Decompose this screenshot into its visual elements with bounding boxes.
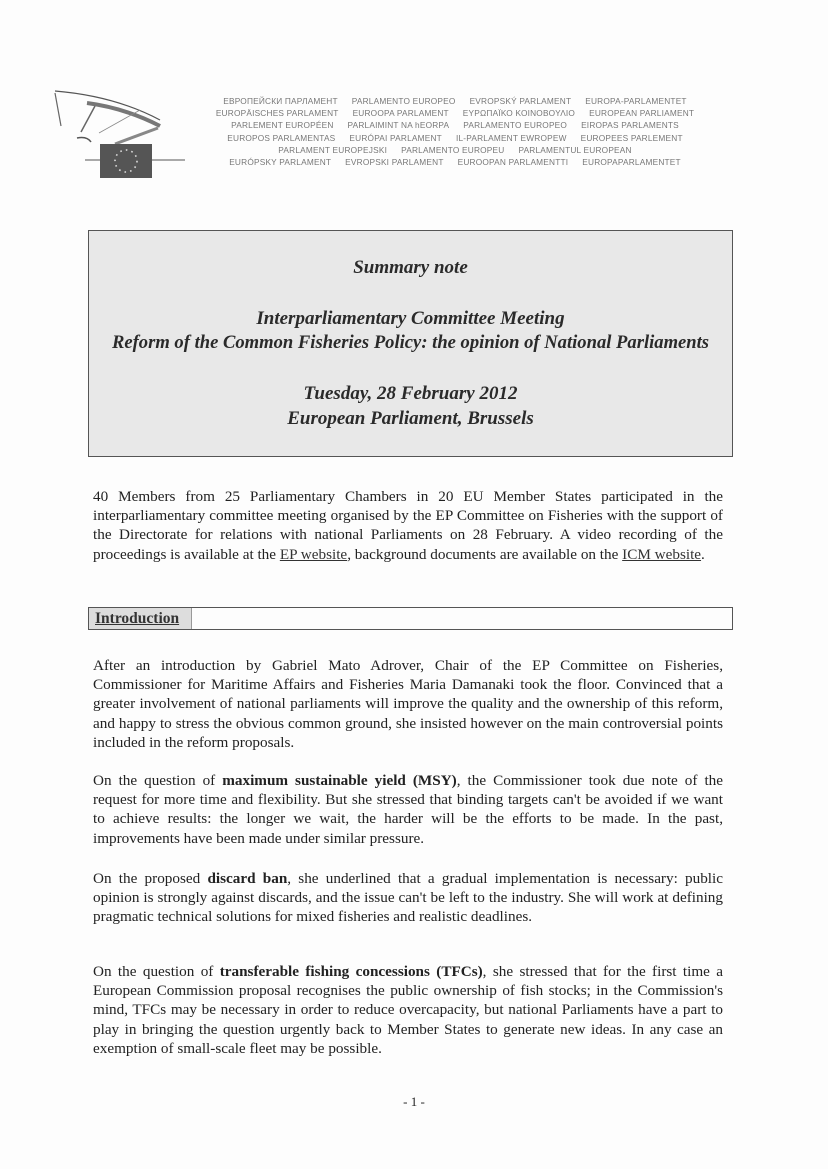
section-header [88, 607, 733, 630]
parliament-name: PARLAMENT EUROPEJSKI [278, 144, 388, 155]
parliament-name: EVROPSKÝ PARLAMENT [469, 96, 572, 106]
meeting-subject: Reform of the Common Fisheries Policy: the opinion of National Parliaments [111, 332, 710, 353]
parliament-name: PARLAMENTO EUROPEO [463, 120, 568, 131]
page-number: - 1 - [403, 1094, 425, 1109]
bold-term: maximum sustainable yield (MSY) [222, 772, 457, 789]
text: On the question of [93, 772, 223, 789]
meeting-title: Interparliamentary Committee Meeting [256, 308, 565, 329]
parliament-name: EUROOPAN PARLAMENTTI [457, 157, 569, 168]
meeting-place: European Parliament, Brussels [287, 408, 534, 429]
parliament-name: EVROPSKI PARLAMENT [345, 157, 444, 168]
parliament-name: ЕВРОПЕЙСКИ ПАРЛАМЕНТ [223, 96, 338, 106]
bold-term: discard ban [207, 870, 288, 887]
parliament-name: EUROPÄISCHES PARLAMENT [215, 108, 339, 119]
participation-paragraph [93, 487, 723, 564]
meeting-date: Tuesday, 28 February 2012 [303, 383, 518, 404]
parliament-name: PARLAMENTO EUROPEU [401, 144, 505, 155]
parliament-name: EUROPAPARLAMENTET [582, 157, 681, 168]
text: , she underlined that a gradual implementation is necessary: public opinion is strongly against discards, and the issue can't be left to the industry. She will work at defining pragmatic technical solutions for mixed fisheries and realistic deadlines. [93, 870, 723, 926]
paragraph [93, 771, 723, 848]
parliament-name: EUROPEAN PARLIAMENT [589, 108, 695, 119]
parliament-name: PARLAMENTUL EUROPEAN [518, 144, 632, 155]
paragraph: After an introduction by Gabriel Mato Adrover, Chair of the EP Committee on Fisheries, Commissioner for Maritime Affairs and Fisheries Maria Damanaki took the floor. Convinced that a greater involvement of national parliaments will improve the quality and the ownership of this reform, and happy to stress the obvious common ground, she insisted however on the main controversial points included in the reform proposals. [93, 657, 723, 751]
parliament-name: EIROPAS PARLAMENTS [581, 120, 679, 131]
parliament-name: ΕΥΡΩΠΑΪΚΟ ΚΟΙΝΟΒΟΥΛΙΟ [462, 108, 576, 119]
parliament-name: EURÓPSKY PARLAMENT [229, 157, 332, 168]
text: , the Commissioner took due note of the request for more time and flexibility. But she stressed that binding targets can't be avoided if we want to achieve results: the longer we wait, the harder will be the efforts to be made. In the past, improvements have been made under similar pressure. [93, 772, 724, 847]
parliament-name: EURÓPAI PARLAMENT [349, 132, 442, 143]
bold-term: transferable fishing concessions (TFCs) [219, 963, 483, 980]
icm-website-link[interactable]: ICM website [622, 545, 702, 563]
parliament-name: IL-PARLAMENT EWROPEW [455, 132, 567, 143]
text: On the proposed [93, 870, 208, 887]
section-title: Introduction [89, 608, 192, 629]
text: , she stressed that for the first time a European Commission proposal recognises the public ownership of fish stocks; in the Commission's mind, TFCs may be necessary in order to reduce overcapacity, but national Parliaments have a part to play in bringing the question urgently back to Member States to generate new ideas. In any case an exemption of small-scale fleet may be possible. [93, 963, 723, 1057]
parliament-name: PARLAMENTO EUROPEO [351, 96, 456, 106]
text: . [701, 545, 705, 563]
ep-website-link[interactable]: EP website [279, 545, 348, 563]
summary-box [88, 230, 733, 457]
text: 40 Members from 25 Parliamentary Chambers in 20 EU Member States participated in the interparliamentary committee meeting organised by the EP Committee on Fisheries with the support of the Directorate for relations with national Parliaments on 28 February. A video recording of the proceedings is available at the [93, 488, 723, 563]
summary-title: Summary note [353, 257, 468, 278]
parliament-name: EUROOPA PARLAMENT [352, 108, 449, 119]
parliament-name: EUROPOS PARLAMENTAS [227, 132, 336, 143]
paragraph [93, 962, 723, 1058]
text: On the question of [93, 963, 220, 980]
text: , background documents are available on the [347, 545, 623, 563]
european-parliament-logo [45, 88, 185, 188]
paragraph [93, 869, 723, 927]
parliament-name: PARLEMENT EUROPÉEN [231, 120, 334, 131]
parliament-name: PARLAIMINT NA hEORPA [347, 120, 450, 131]
parliament-names-header [170, 95, 740, 168]
parliament-name: EUROPA-PARLAMENTET [585, 96, 687, 106]
parliament-name: EUROPEES PARLEMENT [580, 132, 683, 143]
